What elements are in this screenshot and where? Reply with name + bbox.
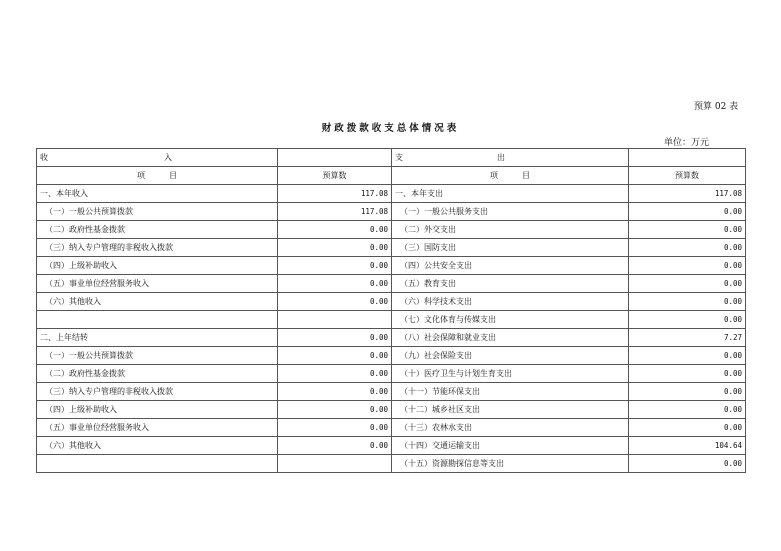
expense-item-cell: （十五）资源勘探信息等支出: [392, 455, 629, 473]
expense-amount-cell: 0.00: [629, 311, 746, 329]
table-row: [37, 203, 746, 221]
income-item-cell: （一）一般公共预算拨款: [37, 347, 278, 365]
expense-item-cell: （十四）交通运输支出: [392, 437, 629, 455]
expense-item-cell: （十）医疗卫生与计划生育支出: [392, 365, 629, 383]
expense-item-cell: （四）公共安全支出: [392, 257, 629, 275]
income-item-cell: （二）政府性基金拨款: [37, 221, 278, 239]
section-header-row: [37, 149, 746, 167]
income-item-cell: （五）事业单位经营服务收入: [37, 419, 278, 437]
expense-item-cell: （三）国防支出: [392, 239, 629, 257]
income-amount-cell: 0.00: [278, 437, 392, 455]
income-item-cell: （四）上级补助收入: [37, 257, 278, 275]
page-title: 财政拨款收支总体情况表: [321, 123, 460, 134]
expense-item-cell: 一、本年支出: [392, 185, 629, 203]
expense-item-cell: （七）文化体育与传媒支出: [392, 311, 629, 329]
income-amount-cell: 117.08: [278, 185, 392, 203]
expense-amount-cell: 7.27: [629, 329, 746, 347]
table-row: [37, 401, 746, 419]
expense-budget-header: 预算数: [629, 167, 746, 185]
income-amount-cell: 0.00: [278, 347, 392, 365]
income-amount-cell: 0.00: [278, 257, 392, 275]
income-item-cell: 一、本年收入: [37, 185, 278, 203]
expense-header-blank: [629, 149, 746, 167]
income-item-cell: （二）政府性基金拨款: [37, 365, 278, 383]
income-item-cell: 二、上年结转: [37, 329, 278, 347]
table-row: [37, 419, 746, 437]
table-row: [37, 221, 746, 239]
table-row: [37, 365, 746, 383]
column-header-row: [37, 167, 746, 185]
expense-amount-cell: 0.00: [629, 455, 746, 473]
income-item-cell: （六）其他收入: [37, 437, 278, 455]
form-code: 预算 02 表: [694, 102, 739, 112]
income-item-cell: （三）纳入专户管理的非税收入拨款: [37, 383, 278, 401]
income-amount-cell: 0.00: [278, 239, 392, 257]
expense-item-cell: （十二）城乡社区支出: [392, 401, 629, 419]
expense-item-cell: （十一）节能环保支出: [392, 383, 629, 401]
expense-amount-cell: 0.00: [629, 419, 746, 437]
expense-amount-cell: 0.00: [629, 239, 746, 257]
expense-amount-cell: 0.00: [629, 203, 746, 221]
income-item-cell: [37, 455, 278, 473]
expense-item-header: 项 目: [392, 167, 629, 185]
table-row: [37, 275, 746, 293]
table-row: [37, 455, 746, 473]
expense-amount-cell: 104.64: [629, 437, 746, 455]
income-amount-cell: 0.00: [278, 419, 392, 437]
income-amount-cell: 0.00: [278, 383, 392, 401]
income-section-header: [37, 149, 278, 167]
expense-header-right: 出: [497, 153, 505, 162]
expense-section-header: [392, 149, 629, 167]
income-item-header: 项 目: [37, 167, 278, 185]
income-amount-cell: 0.00: [278, 293, 392, 311]
expense-amount-cell: 0.00: [629, 275, 746, 293]
income-header-left: 收: [40, 153, 48, 162]
income-item-cell: （五）事业单位经营服务收入: [37, 275, 278, 293]
table-row: [37, 437, 746, 455]
unit-label: 单位：万元: [664, 138, 710, 148]
expense-amount-cell: 117.08: [629, 185, 746, 203]
expense-header-left: 支: [395, 153, 403, 162]
income-amount-cell: 0.00: [278, 275, 392, 293]
expense-amount-cell: 0.00: [629, 401, 746, 419]
income-item-cell: （三）纳入专户管理的非税收入拨款: [37, 239, 278, 257]
income-amount-cell: [278, 311, 392, 329]
expense-amount-cell: 0.00: [629, 383, 746, 401]
expense-item-cell: （九）社会保险支出: [392, 347, 629, 365]
table-row: [37, 257, 746, 275]
income-item-cell: （六）其他收入: [37, 293, 278, 311]
table-row: [37, 311, 746, 329]
budget-table: [36, 148, 746, 473]
expense-amount-cell: 0.00: [629, 257, 746, 275]
income-amount-cell: 0.00: [278, 365, 392, 383]
expense-amount-cell: 0.00: [629, 293, 746, 311]
expense-item-cell: （一）一般公共服务支出: [392, 203, 629, 221]
table-row: [37, 239, 746, 257]
income-item-cell: [37, 311, 278, 329]
expense-item-cell: （二）外交支出: [392, 221, 629, 239]
table-row: [37, 383, 746, 401]
income-budget-header: 预算数: [278, 167, 392, 185]
table-row: [37, 293, 746, 311]
income-amount-cell: [278, 455, 392, 473]
expense-item-cell: （六）科学技术支出: [392, 293, 629, 311]
income-item-cell: （一）一般公共预算拨款: [37, 203, 278, 221]
expense-item-cell: （十三）农林水支出: [392, 419, 629, 437]
income-amount-cell: 0.00: [278, 401, 392, 419]
expense-amount-cell: 0.00: [629, 365, 746, 383]
expense-item-cell: （八）社会保障和就业支出: [392, 329, 629, 347]
expense-amount-cell: 0.00: [629, 347, 746, 365]
income-header-right: 入: [164, 153, 172, 162]
table-row: [37, 347, 746, 365]
income-amount-cell: 117.08: [278, 203, 392, 221]
income-amount-cell: 0.00: [278, 221, 392, 239]
income-item-cell: （四）上级补助收入: [37, 401, 278, 419]
table-row: [37, 329, 746, 347]
table-row: [37, 185, 746, 203]
expense-item-cell: （五）教育支出: [392, 275, 629, 293]
income-header-blank: [278, 149, 392, 167]
income-amount-cell: 0.00: [278, 329, 392, 347]
expense-amount-cell: 0.00: [629, 221, 746, 239]
